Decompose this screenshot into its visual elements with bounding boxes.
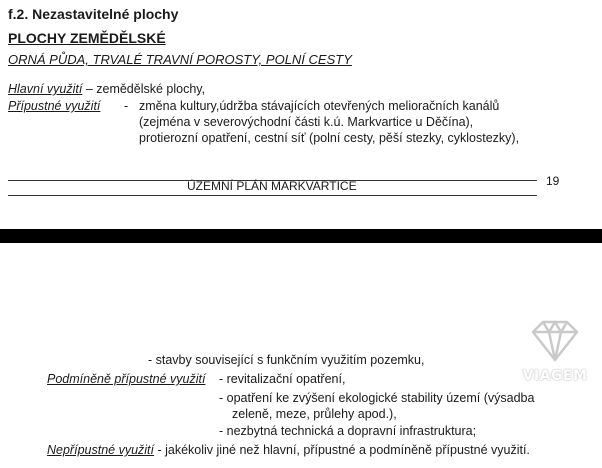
page-number: 19 <box>546 174 560 188</box>
footer-rule-bottom <box>8 195 537 196</box>
conditional-item-1: - revitalizační opatření, <box>219 372 346 386</box>
main-use-label: Hlavní využití <box>8 82 83 96</box>
conditional-item-2: - opatření ke zvýšení ekologické stability území (výsadba <box>219 391 535 405</box>
main-use-row <box>8 82 205 96</box>
diamond-icon <box>529 318 581 364</box>
forbidden-use-text: - jakékoliv jiné než hlavní, přípustné a podmíněně přípustné využití. <box>154 443 530 457</box>
forbidden-use-label: Nepřípustné využití <box>47 443 154 457</box>
forbidden-use-row <box>47 443 530 457</box>
section-title: f.2. Nezastavitelné plochy <box>8 6 179 22</box>
permitted-use-line-1: změna kultury,údržba stávajících otevřených melioračních kanálů <box>139 99 500 113</box>
permitted-use-line-2: (zejména v severovýchodní části k.ú. Markvartice u Děčína), <box>139 115 474 129</box>
watermark <box>516 318 594 398</box>
page-separator <box>0 229 602 243</box>
conditional-use-label: Podmíněně přípustné využití <box>47 372 206 386</box>
watermark-text: VIAGEM <box>522 368 588 384</box>
permitted-use-dash: - <box>124 99 129 113</box>
main-use-text: – zemědělské plochy, <box>82 82 206 96</box>
continuation-line: - stavby související s funkčním využitím pozemku, <box>148 353 425 367</box>
conditional-item-2-cont: zeleně, meze, průlehy apod.), <box>232 407 397 421</box>
permitted-use-label: Přípustné využití <box>8 99 101 113</box>
subcategory-heading: ORNÁ PŮDA, TRVALÉ TRAVNÍ POROSTY, POLNÍ CESTY <box>8 52 352 67</box>
category-heading: PLOCHY ZEMĚDĚLSKÉ <box>8 30 166 46</box>
conditional-item-3: - nezbytná technická a dopravní infrastruktura; <box>219 424 477 438</box>
footer-title: ÚZEMNÍ PLÁN MARKVARTICE <box>187 179 357 193</box>
permitted-use-line-3: protierozní opatření, cestní síť (polní cesty, pěší stezky, cyklostezky), <box>139 131 520 145</box>
